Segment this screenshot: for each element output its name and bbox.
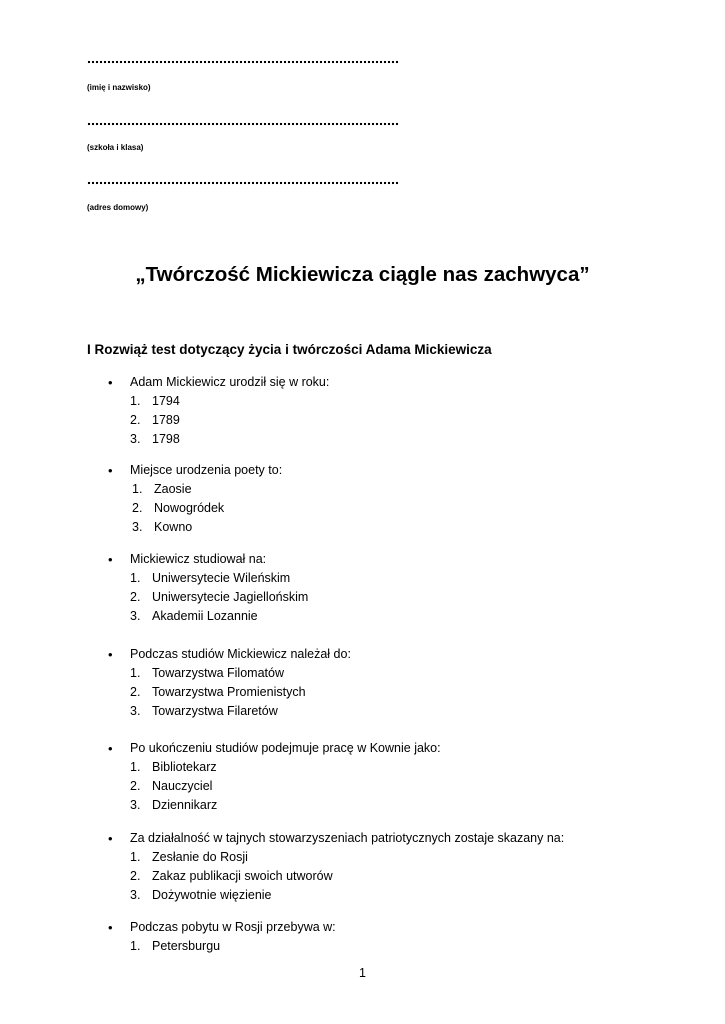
option-text: Towarzystwa Filomatów <box>152 666 284 680</box>
school-dotted-line <box>87 122 399 126</box>
option-number: 1. <box>132 482 143 496</box>
option-number: 1. <box>130 939 141 953</box>
option-number: 1. <box>130 760 141 774</box>
option-text: Dożywotnie więzienie <box>152 888 272 902</box>
option-text: Dziennikarz <box>152 798 218 812</box>
option-text: 1798 <box>152 432 180 446</box>
question-text: Miejsce urodzenia poety to: <box>130 463 283 477</box>
name-label: (imię i nazwisko) <box>87 83 151 92</box>
address-dotted-line <box>87 181 399 185</box>
bullet-icon: • <box>108 647 113 662</box>
bullet-icon: • <box>108 375 113 390</box>
option-text: Zesłanie do Rosji <box>152 850 248 864</box>
option-number: 3. <box>130 888 141 902</box>
option-number: 3. <box>130 704 141 718</box>
option-text: Akademii Lozannie <box>152 609 258 623</box>
option-number: 1. <box>130 850 141 864</box>
question-text: Za działalność w tajnych stowarzyszeniach patriotycznych zostaje skazany na: <box>130 831 565 845</box>
school-label: (szkoła i klasa) <box>87 143 144 152</box>
bullet-icon: • <box>108 463 113 478</box>
option-number: 2. <box>130 779 141 793</box>
bullet-icon: • <box>108 741 113 756</box>
option-number: 3. <box>130 609 141 623</box>
question-text: Mickiewicz studiował na: <box>130 552 267 566</box>
address-label: (adres domowy) <box>87 203 149 212</box>
option-number: 2. <box>132 501 143 515</box>
option-text: Kowno <box>154 520 193 534</box>
page-number: 1 <box>359 966 366 980</box>
option-number: 2. <box>130 590 141 604</box>
option-text: Towarzystwa Filaretów <box>152 704 278 718</box>
option-number: 3. <box>132 520 143 534</box>
option-text: Bibliotekarz <box>152 760 217 774</box>
question-text: Podczas studiów Mickiewicz należał do: <box>130 647 351 661</box>
name-dotted-line <box>87 60 399 64</box>
option-number: 2. <box>130 869 141 883</box>
section-heading: I Rozwiąż test dotyczący życia i twórczości Adama Mickiewicza <box>87 342 492 357</box>
question-text: Po ukończeniu studiów podejmuje pracę w Kownie jako: <box>130 741 441 755</box>
option-number: 2. <box>130 413 141 427</box>
option-text: 1794 <box>152 394 180 408</box>
option-text: Nowogródek <box>154 501 225 515</box>
option-text: Nauczyciel <box>152 779 213 793</box>
option-number: 3. <box>130 798 141 812</box>
option-text: Uniwersytecie Jagiellońskim <box>152 590 309 604</box>
option-number: 3. <box>130 432 141 446</box>
option-number: 1. <box>130 394 141 408</box>
option-text: Zaosie <box>154 482 192 496</box>
option-text: Petersburgu <box>152 939 221 953</box>
bullet-icon: • <box>108 920 113 935</box>
question-text: Adam Mickiewicz urodził się w roku: <box>130 375 330 389</box>
option-text: Towarzystwa Promienistych <box>152 685 306 699</box>
option-number: 1. <box>130 666 141 680</box>
document-title: „Twórczość Mickiewicza ciągle nas zachwyca” <box>135 263 590 286</box>
option-number: 1. <box>130 571 141 585</box>
bullet-icon: • <box>108 552 113 567</box>
option-number: 2. <box>130 685 141 699</box>
bullet-icon: • <box>108 831 113 846</box>
question-text: Podczas pobytu w Rosji przebywa w: <box>130 920 336 934</box>
option-text: 1789 <box>152 413 180 427</box>
option-text: Zakaz publikacji swoich utworów <box>152 869 333 883</box>
option-text: Uniwersytecie Wileńskim <box>152 571 291 585</box>
